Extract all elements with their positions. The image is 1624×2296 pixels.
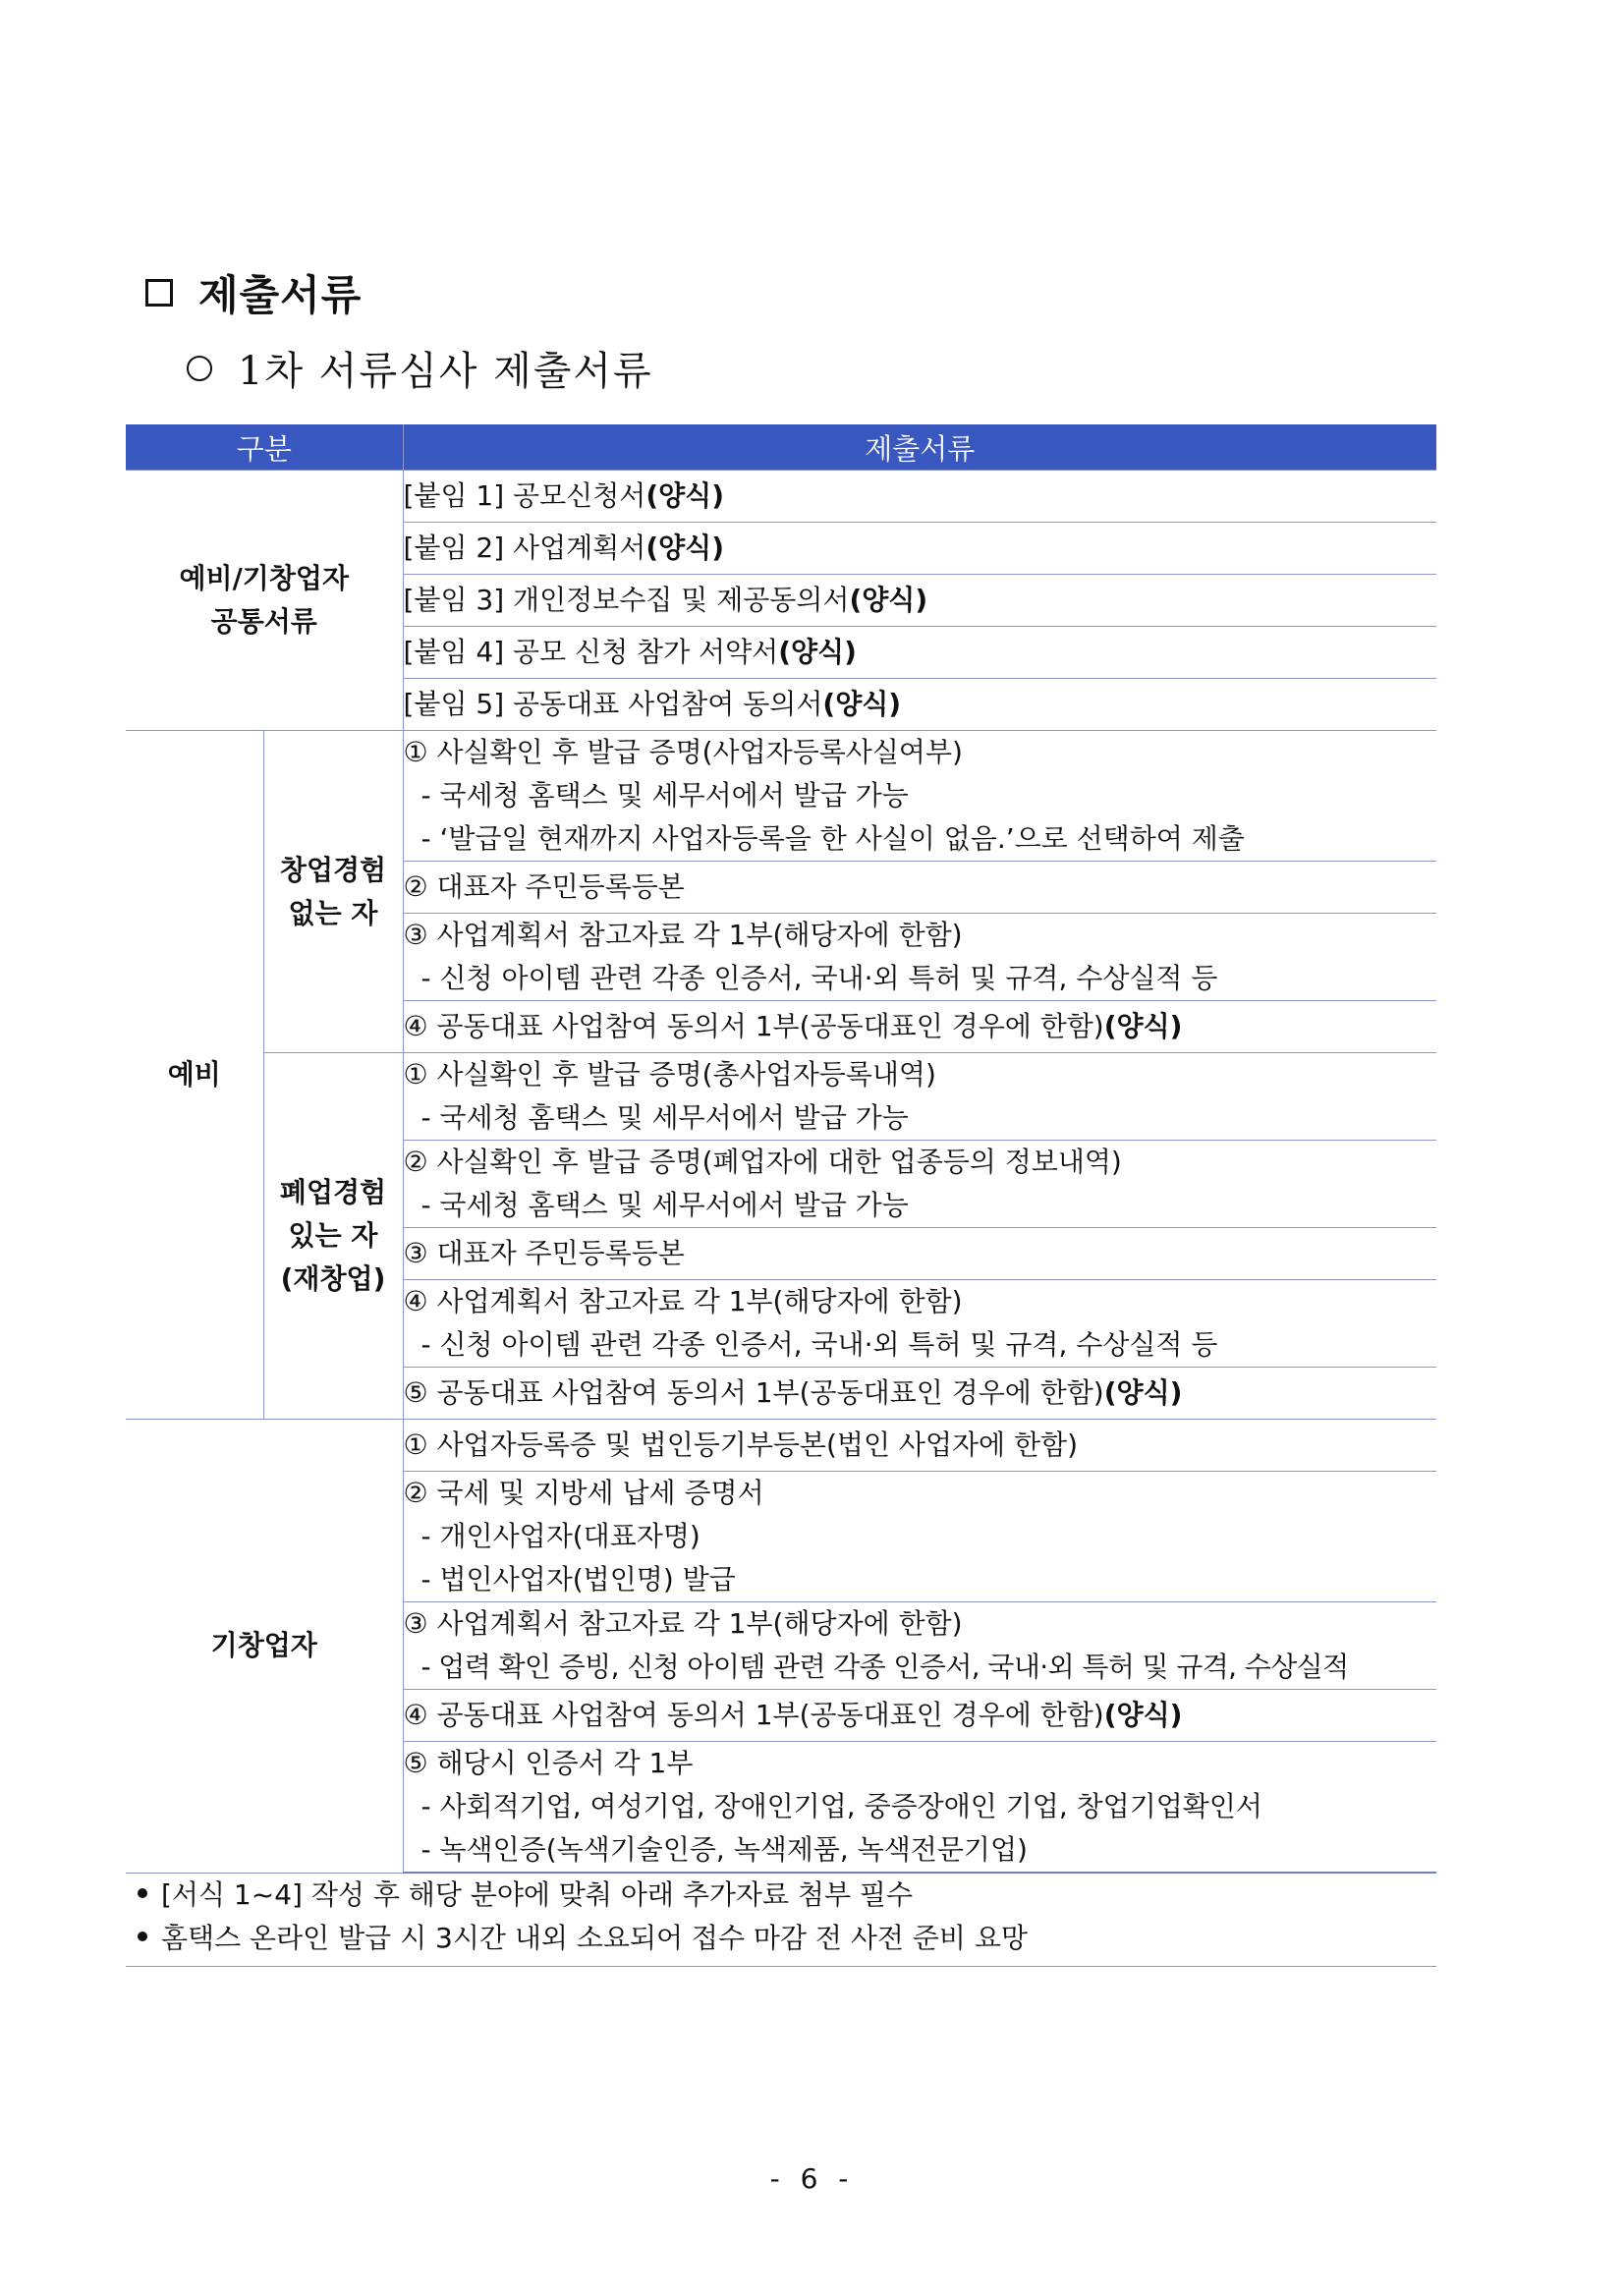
item-sub: - 국세청 홈택스 및 세무서에서 발급 가능 — [420, 1101, 909, 1134]
list-item — [403, 1280, 1436, 1368]
item-main: ④ 사업계획서 참고자료 각 1부(해당자에 한함) — [403, 1285, 963, 1317]
item-main: ① 사업자등록증 및 법인등기부등본(법인 사업자에 한함) — [403, 1428, 1079, 1461]
list-item — [403, 862, 1436, 914]
item-main: ⑤ 공동대표 사업참여 동의서 1부(공동대표인 경우에 한함) — [403, 1376, 1104, 1409]
subcategory-no-experience — [263, 731, 403, 1053]
item-text: [붙임 1] 공모신청서 — [403, 479, 646, 512]
list-item — [403, 575, 1436, 627]
item-form-label: (양식) — [1103, 1376, 1183, 1409]
subcategory-closed-experience — [263, 1053, 403, 1420]
item-form-label: (양식) — [1103, 1699, 1183, 1731]
item-form-label: (양식) — [778, 636, 857, 668]
header-documents: 제출서류 — [403, 424, 1436, 471]
circle-bullet-icon — [187, 356, 212, 381]
bullet-icon — [138, 1932, 147, 1941]
item-sub: - 법인사업자(법인명) 발급 — [420, 1563, 736, 1596]
note-item — [126, 1874, 1436, 1917]
list-item — [403, 627, 1436, 679]
item-main: ⑤ 해당시 인증서 각 1부 — [403, 1747, 694, 1779]
list-item — [403, 1141, 1436, 1228]
item-main: ② 대표자 주민등록등본 — [403, 870, 685, 903]
list-item — [403, 679, 1436, 731]
item-sub: - 사회적기업, 여성기업, 장애인기업, 중증장애인 기업, 창업기업확인서 — [420, 1790, 1262, 1822]
note-text: [서식 1~4] 작성 후 해당 분야에 맞춰 아래 추가자료 첨부 필수 — [161, 1878, 913, 1911]
item-main: ④ 공동대표 사업참여 동의서 1부(공동대표인 경우에 한함) — [403, 1699, 1104, 1731]
notes-block — [126, 1874, 1436, 1967]
documents-table — [126, 424, 1436, 1874]
section-heading — [145, 263, 362, 322]
item-sub: - 개인사업자(대표자명) — [420, 1520, 700, 1552]
subsection-heading-text: 1차 서류심사 제출서류 — [238, 349, 653, 394]
item-text: [붙임 5] 공동대표 사업참여 동의서 — [403, 688, 823, 720]
list-item — [403, 1472, 1436, 1602]
item-main: ① 사실확인 후 발급 증명(총사업자등록내역) — [403, 1058, 936, 1091]
list-item — [403, 471, 1436, 523]
item-main: ② 사실확인 후 발급 증명(폐업자에 대한 업종등의 정보내역) — [403, 1146, 1122, 1178]
item-text: [붙임 3] 개인정보수집 및 제공동의서 — [403, 584, 850, 616]
list-item — [403, 1742, 1436, 1874]
item-text: [붙임 4] 공모 신청 참가 서약서 — [403, 636, 779, 668]
category-common — [126, 471, 403, 731]
item-main: ① 사실확인 후 발급 증명(사업자등록사실여부) — [403, 736, 963, 768]
square-bullet-icon — [145, 279, 173, 307]
item-sub: - 업력 확인 증빙, 신청 아이템 관련 각종 인증서, 국내·외 특허 및 규격, 수상실적 — [420, 1651, 1349, 1683]
subcategory-line1: 폐업경험 — [279, 1176, 387, 1208]
bullet-icon — [138, 1888, 147, 1898]
category-common-line1: 예비/기창업자 — [179, 562, 349, 594]
item-sub: - 신청 아이템 관련 각종 인증서, 국내·외 특허 및 규격, 수상실적 등 — [420, 1328, 1218, 1361]
table-row — [126, 471, 1436, 523]
table-row — [126, 731, 1436, 862]
item-main: ③ 사업계획서 참고자료 각 1부(해당자에 한함) — [403, 919, 963, 951]
list-item — [403, 1053, 1436, 1141]
section-heading-text: 제출서류 — [198, 271, 363, 319]
item-main: ② 국세 및 지방세 납세 증명서 — [403, 1477, 764, 1509]
note-item — [126, 1917, 1436, 1960]
item-form-label: (양식) — [822, 688, 902, 720]
item-text: [붙임 2] 사업계획서 — [403, 532, 646, 564]
item-main: ③ 사업계획서 참고자료 각 1부(해당자에 한함) — [403, 1607, 963, 1640]
category-existing: 기창업자 — [126, 1420, 403, 1874]
item-form-label: (양식) — [645, 479, 725, 512]
item-form-label: (양식) — [849, 584, 928, 616]
note-text: 홈택스 온라인 발급 시 3시간 내외 소요되어 접수 마감 전 사전 준비 요망 — [161, 1922, 1028, 1954]
item-form-label: (양식) — [1103, 1010, 1183, 1042]
item-sub: - 국세청 홈택스 및 세무서에서 발급 가능 — [420, 1189, 909, 1221]
list-item — [403, 1368, 1436, 1420]
header-category: 구분 — [126, 424, 403, 471]
subcategory-line1: 창업경험 — [279, 853, 387, 886]
item-sub: - 녹색인증(녹색기술인증, 녹색제품, 녹색전문기업) — [420, 1833, 1028, 1866]
list-item — [403, 1690, 1436, 1742]
category-prelim: 예비 — [126, 731, 263, 1420]
item-main: ③ 대표자 주민등록등본 — [403, 1237, 685, 1269]
list-item — [403, 1420, 1436, 1472]
list-item — [403, 914, 1436, 1001]
subsection-heading — [187, 340, 653, 396]
table-header-row — [126, 424, 1436, 471]
item-sub: - 신청 아이템 관련 각종 인증서, 국내·외 특허 및 규격, 수상실적 등 — [420, 962, 1218, 994]
table-row — [126, 1053, 1436, 1141]
list-item — [403, 1228, 1436, 1280]
subcategory-line2: 없는 자 — [288, 896, 378, 929]
subcategory-line3: (재창업) — [280, 1262, 386, 1295]
item-sub: - ‘발급일 현재까지 사업자등록을 한 사실이 없음.’으로 선택하여 제출 — [420, 822, 1245, 855]
list-item — [403, 1001, 1436, 1053]
item-form-label: (양식) — [645, 532, 725, 564]
list-item — [403, 731, 1436, 862]
item-main: ④ 공동대표 사업참여 동의서 1부(공동대표인 경우에 한함) — [403, 1010, 1104, 1042]
page-number: - 6 - — [769, 2162, 855, 2195]
item-sub: - 국세청 홈택스 및 세무서에서 발급 가능 — [420, 779, 909, 812]
list-item — [403, 523, 1436, 575]
category-common-line2: 공통서류 — [210, 605, 317, 638]
table-row — [126, 1420, 1436, 1472]
list-item — [403, 1602, 1436, 1690]
subcategory-line2: 있는 자 — [288, 1219, 378, 1252]
